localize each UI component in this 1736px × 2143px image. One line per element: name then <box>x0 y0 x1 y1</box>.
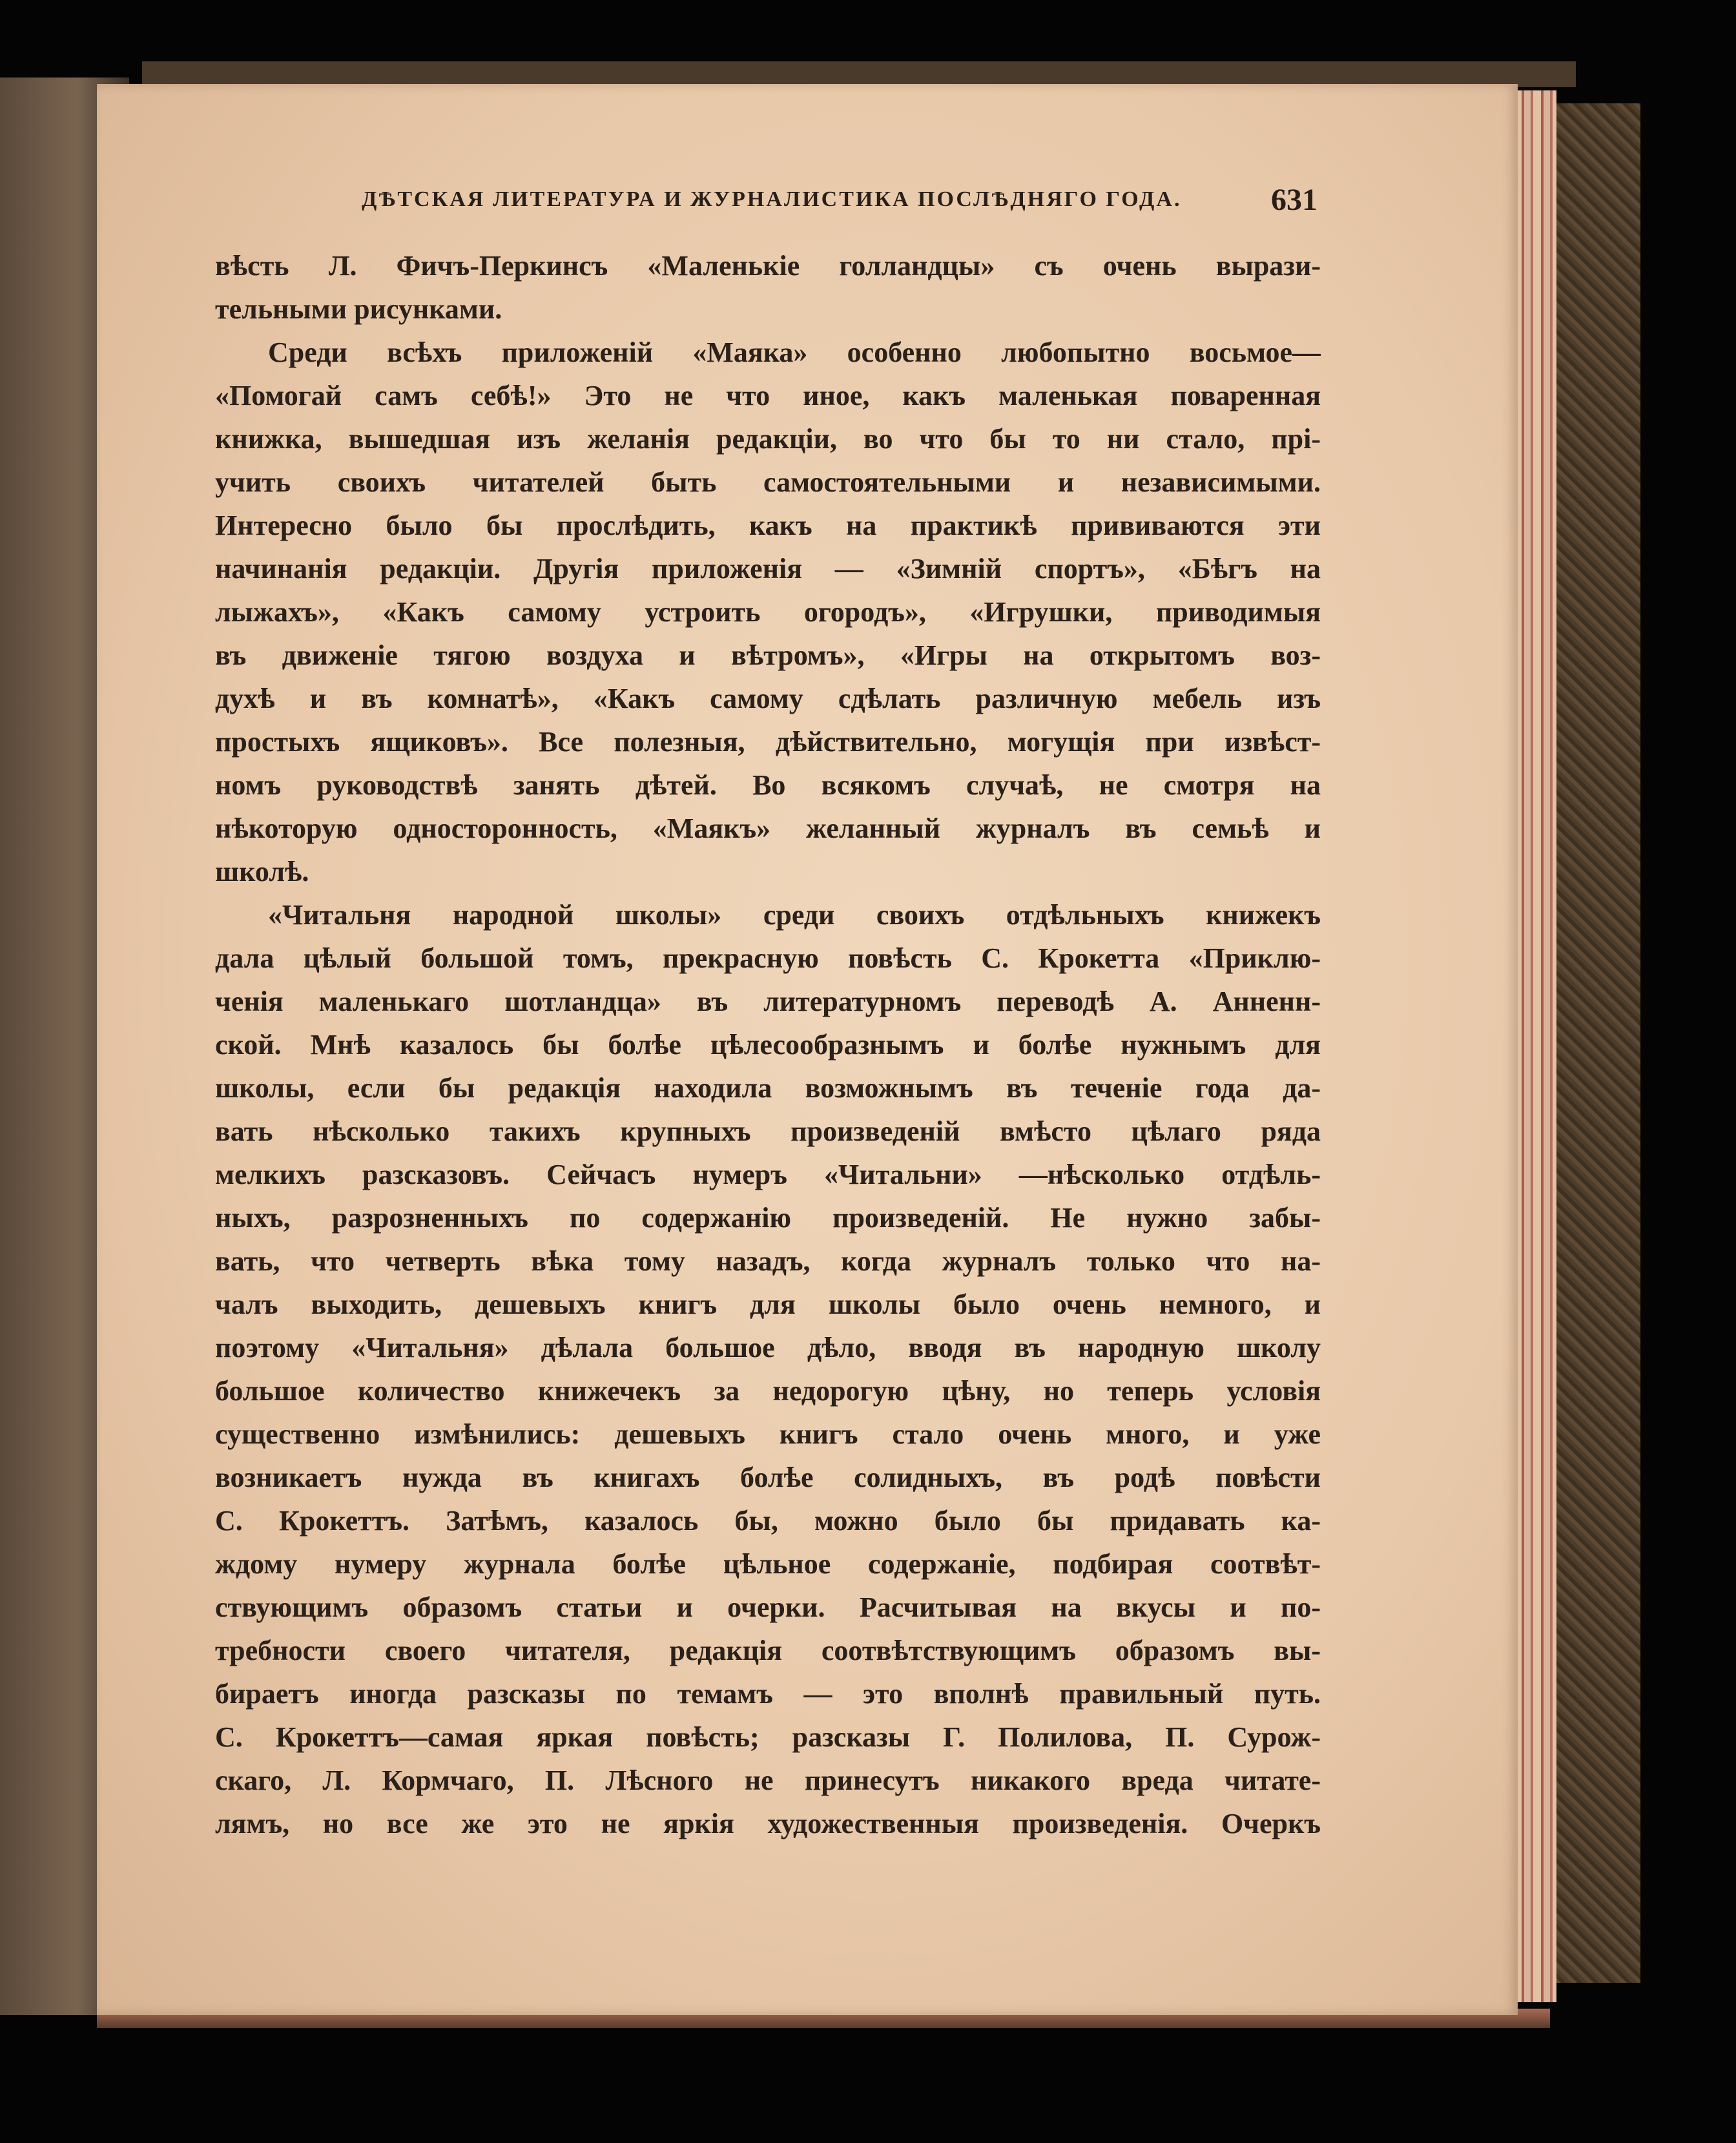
page-header <box>362 182 1318 221</box>
text-line: нѣкоторую односторонность, «Маякъ» желанный журналъ въ семьѣ и <box>215 813 1321 844</box>
text-line: учить своихъ читателей быть самостоятельными и независимыми. <box>215 466 1321 498</box>
text-line: бираетъ иногда разсказы по темамъ — это вполнѣ правильный путь. <box>215 1678 1321 1710</box>
text-line: вать, что четверть вѣка тому назадъ, когда журналъ только что на- <box>215 1245 1321 1277</box>
running-head: ДѢТСКАЯ ЛИТЕРАТУРА И ЖУРНАЛИСТИКА ПОСЛѢДНЯГО ГОДА. <box>362 187 1182 211</box>
text-line: школѣ. <box>215 856 309 887</box>
text-line: ныхъ, разрозненныхъ по содержанію произведеній. Не нужно забы- <box>215 1202 1321 1234</box>
text-line: поэтому «Читальня» дѣлала большое дѣло, вводя въ народную школу <box>215 1332 1321 1363</box>
text-line: ченія маленькаго шотландца» въ литературномъ переводѣ А. Анненн- <box>215 986 1321 1017</box>
book-cloth-right <box>1550 103 1640 1983</box>
text-line: начинанія редакціи. Другія приложенія — «Зимній спортъ», «Бѣгъ на <box>215 553 1321 585</box>
text-line: Интересно было бы прослѣдить, какъ на практикѣ прививаются эти <box>215 510 1321 541</box>
text-line: книжка, вышедшая изъ желанія редакціи, во что бы то ни стало, прі- <box>215 423 1321 455</box>
text-line: номъ руководствѣ занять дѣтей. Во всякомъ случаѣ, не смотря на <box>215 769 1321 801</box>
text-line: лыжахъ», «Какъ самому устроить огородъ», «Игрушки, приводимыя <box>215 596 1321 628</box>
text-line: мелкихъ разсказовъ. Сейчасъ нумеръ «Читальни» —нѣсколько отдѣль- <box>215 1159 1321 1190</box>
text-line: возникаетъ нужда въ книгахъ болѣе солидныхъ, въ родѣ повѣсти <box>215 1462 1321 1493</box>
text-line: вать нѣсколько такихъ крупныхъ произведеній вмѣсто цѣлаго ряда <box>215 1115 1321 1147</box>
text-line: лямъ, но все же это не яркія художественныя произведенія. Очеркъ <box>215 1808 1321 1839</box>
text-line: скаго, Л. Кормчаго, П. Лѣсного не принесутъ никакого вреда читате- <box>215 1765 1321 1796</box>
text-line: ждому нумеру журнала болѣе цѣльное содержаніе, подбирая соотвѣт- <box>215 1548 1321 1580</box>
text-line: существенно измѣнились: дешевыхъ книгъ стало очень много, и уже <box>215 1418 1321 1450</box>
text-line: простыхъ ящиковъ». Все полезныя, дѣйствительно, могущія при извѣст- <box>215 726 1321 758</box>
text-line: въ движеніе тягою воздуха и вѣтромъ», «Игры на открытомъ воз- <box>215 639 1321 671</box>
text-line: требности своего читателя, редакція соотвѣтствующимъ образомъ вы- <box>215 1635 1321 1666</box>
body-text <box>215 244 1321 1845</box>
book-binding-top <box>142 61 1576 87</box>
text-line: тельными рисунками. <box>215 293 502 325</box>
text-line: школы, если бы редакція находила возможнымъ въ теченіе года да- <box>215 1072 1321 1104</box>
text-line: ской. Мнѣ казалось бы болѣе цѣлесообразнымъ и болѣе нужнымъ для <box>215 1029 1321 1061</box>
text-line: дала цѣлый большой томъ, прекрасную повѣсть С. Крокетта «Приклю- <box>215 942 1321 974</box>
text-line: большое количество книжечекъ за недорогую цѣну, но теперь условія <box>215 1375 1321 1407</box>
text-line: духѣ и въ комнатѣ», «Какъ самому сдѣлать различную мебель изъ <box>215 683 1321 714</box>
text-line: Среди всѣхъ приложеній «Маяка» особенно любопытно восьмое— <box>268 336 1321 368</box>
text-line: вѣсть Л. Фичъ-Перкинсъ «Маленькіе голландцы» съ очень вырази- <box>215 250 1321 282</box>
text-line: ствующимъ образомъ статьи и очерки. Расчитывая на вкусы и по- <box>215 1591 1321 1623</box>
text-line: чалъ выходить, дешевыхъ книгъ для школы было очень немного, и <box>215 1289 1321 1320</box>
text-line: С. Крокеттъ—самая яркая повѣсть; разсказы Г. Полилова, П. Сурож- <box>215 1721 1321 1753</box>
text-line: С. Крокеттъ. Затѣмъ, казалось бы, можно было бы придавать ка- <box>215 1505 1321 1537</box>
text-line: «Читальня народной школы» среди своихъ отдѣльныхъ книжекъ <box>268 899 1321 931</box>
page-number: 631 <box>1271 183 1318 217</box>
text-line: «Помогай самъ себѣ!» Это не что иное, какъ маленькая поваренная <box>215 380 1321 411</box>
